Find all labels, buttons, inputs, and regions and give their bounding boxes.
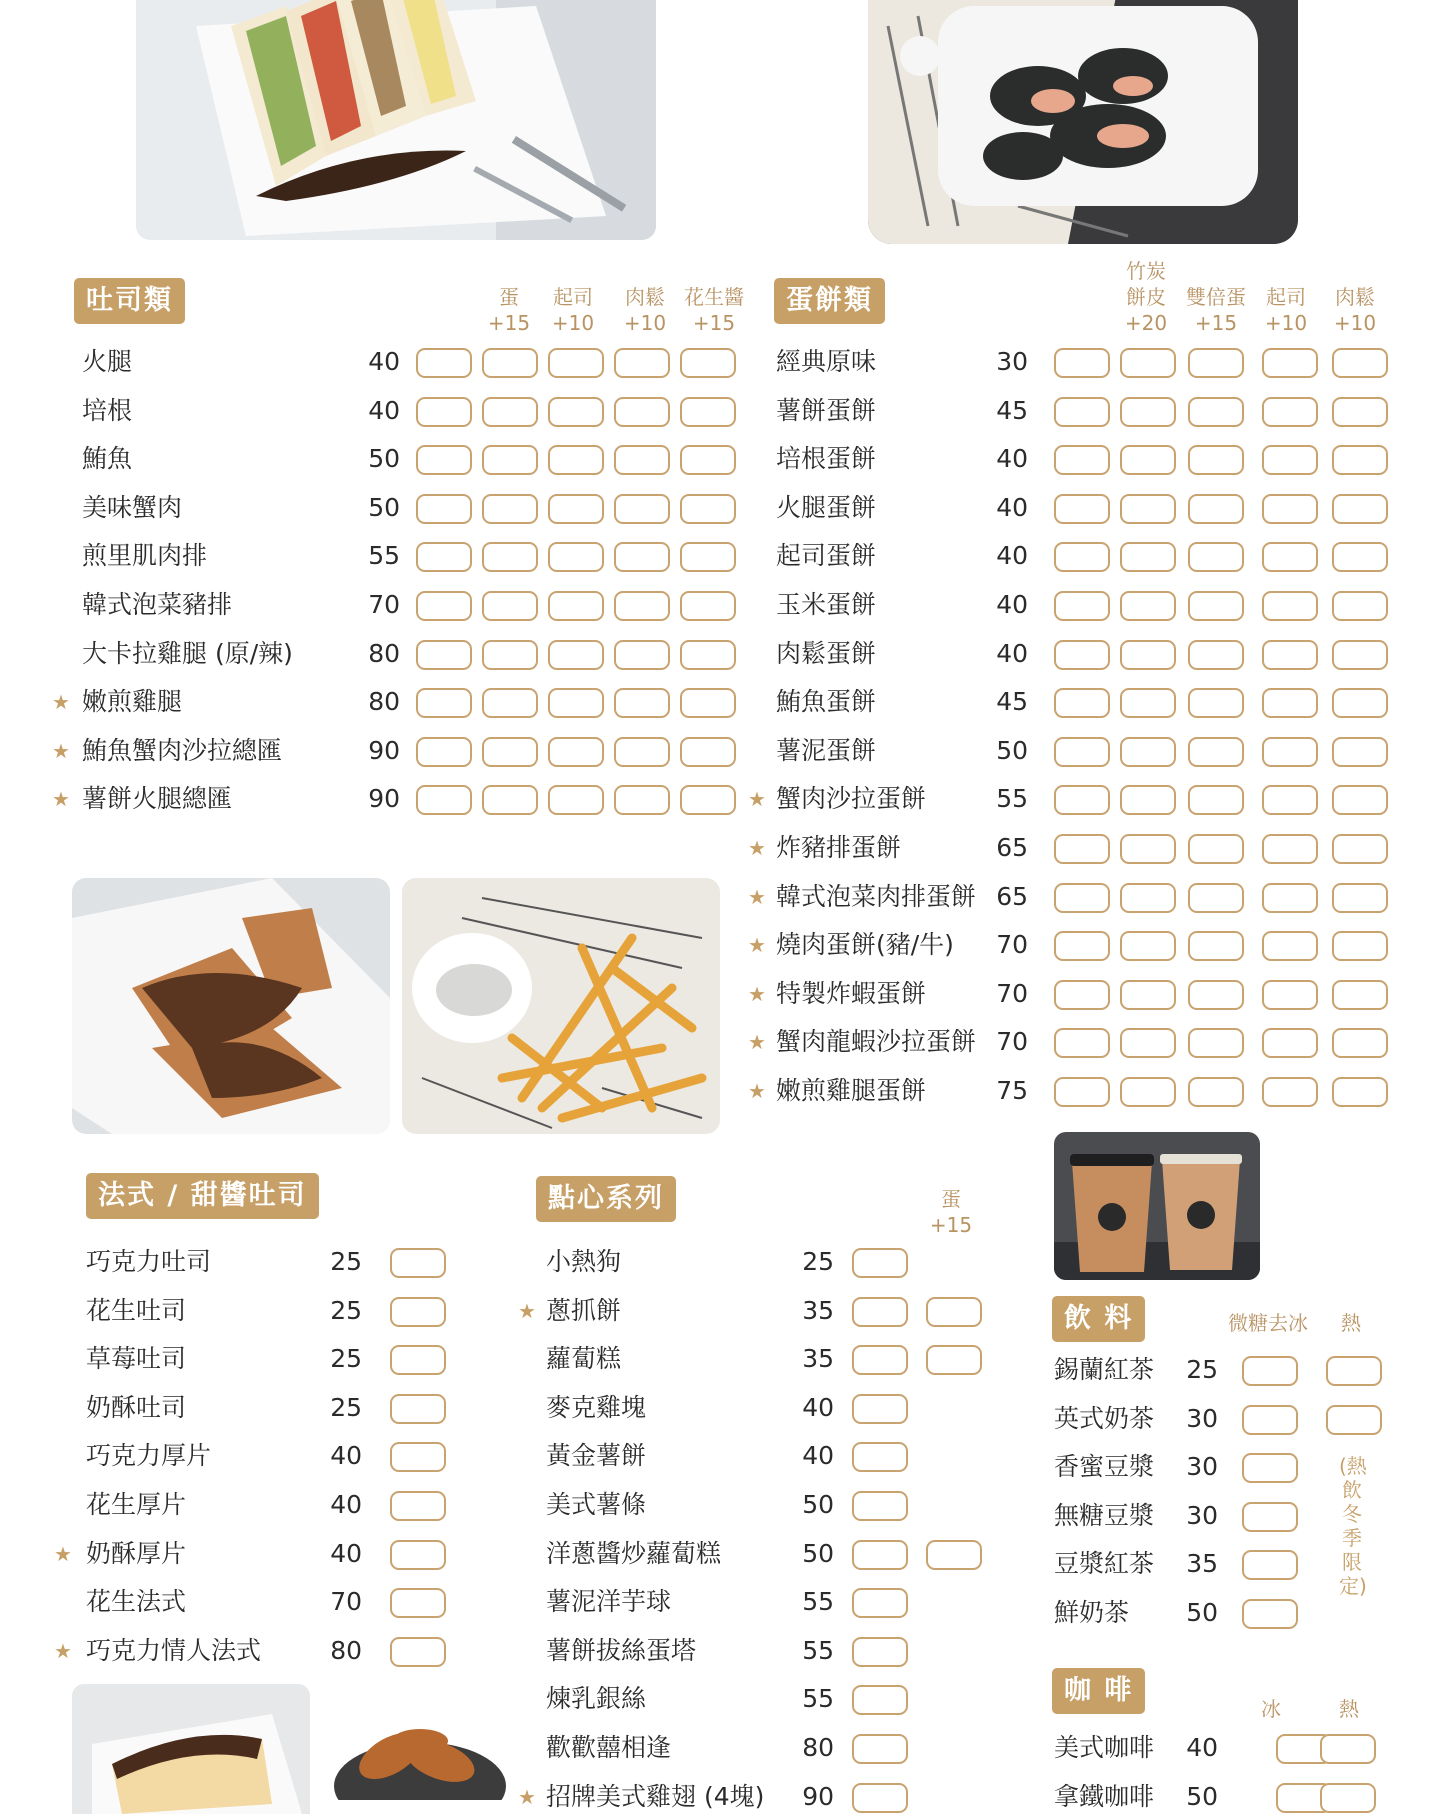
less-sugar-no-ice-box[interactable]: [1242, 1453, 1298, 1483]
charcoal-crust-addon-box[interactable]: [1120, 737, 1176, 767]
toast-addon-peanut-header: 花生醬 +15: [684, 285, 744, 335]
item-price: 50: [1186, 1598, 1218, 1627]
item-price: 80: [330, 1635, 362, 1665]
item-price: 30: [1186, 1403, 1218, 1433]
less-sugar-no-ice-box[interactable]: [1242, 1356, 1298, 1386]
double-egg-addon-box[interactable]: [1188, 688, 1244, 718]
item-price: 25: [330, 1247, 362, 1276]
item-name: 錫蘭紅茶: [1054, 1355, 1155, 1384]
cheese-addon-box[interactable]: [1262, 542, 1318, 572]
double-egg-addon-box[interactable]: [1188, 980, 1244, 1010]
item-price: 50: [802, 1538, 834, 1568]
cheese-addon-box[interactable]: [1262, 980, 1318, 1010]
item-name: 燒肉蛋餅(豬/牛): [776, 930, 954, 960]
item-price: 40: [1186, 1733, 1218, 1762]
recommended-star-icon: ★: [748, 787, 766, 812]
menu-row: [0, 1629, 1000, 1673]
floss-addon-box[interactable]: [1332, 883, 1388, 913]
item-price: 25: [330, 1295, 362, 1325]
sandwich-photo: [136, 0, 656, 240]
floss-addon-box[interactable]: [1332, 640, 1388, 670]
item-name: 玉米蛋餅: [776, 590, 877, 619]
item-name: 煎里肌肉排: [82, 541, 208, 571]
charcoal-crust-addon-box[interactable]: [1120, 834, 1176, 864]
charcoal-crust-addon-box[interactable]: [1120, 688, 1176, 718]
recommended-star-icon: ★: [748, 981, 766, 1006]
item-price: 55: [996, 784, 1028, 814]
menu-row: [0, 1397, 1400, 1441]
order-qty-box[interactable]: [852, 1637, 908, 1667]
item-price: 65: [996, 881, 1028, 911]
item-price: 40: [996, 541, 1028, 571]
charcoal-egg-pancake-photo: [868, 0, 1298, 244]
item-price: 30: [1186, 1500, 1218, 1530]
menu-row: [0, 583, 1440, 627]
order-qty-box[interactable]: [1054, 542, 1110, 572]
item-name: 巧克力厚片: [86, 1441, 212, 1471]
egg-pancake-section-title: 蛋餅類: [774, 278, 885, 324]
item-price: 75: [996, 1076, 1028, 1105]
cheese-addon-box[interactable]: [1262, 688, 1318, 718]
item-name: 韓式泡菜肉排蛋餅: [776, 881, 977, 911]
item-name: 薯泥蛋餅: [776, 735, 877, 765]
drinks-less-sugar-no-ice-header: 微糖去冰: [1228, 1311, 1308, 1335]
item-price: 80: [368, 638, 400, 668]
order-qty-box[interactable]: [1054, 1028, 1110, 1058]
double-egg-addon-box[interactable]: [1188, 1028, 1244, 1058]
floss-addon-box[interactable]: [1332, 688, 1388, 718]
cheese-addon-box[interactable]: [1262, 1077, 1318, 1107]
item-name: 嫩煎雞腿: [82, 687, 183, 717]
egg-pancake-addon-cheese-header: 起司 +10: [1264, 285, 1308, 335]
item-price: 40: [996, 444, 1028, 474]
menu-row: [0, 340, 1440, 384]
item-name: 鮪魚蛋餅: [776, 687, 877, 717]
order-qty-box[interactable]: [1054, 785, 1110, 815]
item-name: 無糖豆漿: [1054, 1500, 1155, 1530]
item-price: 90: [368, 735, 400, 765]
menu-row: [0, 1348, 1400, 1392]
item-name: 韓式泡菜豬排: [82, 590, 233, 619]
item-name: 薯泥洋芋球: [546, 1587, 672, 1617]
item-price: 50: [1186, 1781, 1218, 1811]
double-egg-addon-box[interactable]: [1188, 542, 1244, 572]
floss-addon-box[interactable]: [1332, 445, 1388, 475]
item-name: 香蜜豆漿: [1054, 1452, 1155, 1482]
charcoal-crust-addon-box[interactable]: [1120, 1077, 1176, 1107]
recommended-star-icon: ★: [748, 1030, 766, 1055]
cheese-addon-box[interactable]: [1262, 1028, 1318, 1058]
item-name: 火腿: [82, 347, 133, 376]
menu-row: [0, 1542, 1400, 1586]
item-name: 拿鐵咖啡: [1054, 1781, 1155, 1811]
item-price: 25: [1186, 1355, 1218, 1384]
item-price: 40: [330, 1441, 362, 1471]
coffee-hot-header: 熱: [1339, 1697, 1359, 1721]
floss-addon-box[interactable]: [1332, 591, 1388, 621]
menu-row: [0, 1726, 1400, 1770]
order-qty-box[interactable]: [1054, 980, 1110, 1010]
item-price: 50: [802, 1490, 834, 1519]
item-name: 美式咖啡: [1054, 1733, 1155, 1762]
charcoal-crust-addon-box[interactable]: [1120, 1028, 1176, 1058]
recommended-star-icon: ★: [748, 836, 766, 860]
item-name: 起司蛋餅: [776, 541, 877, 571]
item-name: 麥克雞塊: [546, 1392, 647, 1422]
menu-row: [0, 1677, 1000, 1721]
item-name: 花生法式: [86, 1587, 187, 1617]
double-egg-addon-box[interactable]: [1188, 397, 1244, 427]
item-name: 培根蛋餅: [776, 444, 877, 474]
recommended-star-icon: ★: [54, 1541, 72, 1566]
order-qty-box[interactable]: [1054, 397, 1110, 427]
double-egg-addon-box[interactable]: [1188, 883, 1244, 913]
floss-addon-box[interactable]: [1332, 931, 1388, 961]
item-name: 蘿蔔糕: [546, 1344, 622, 1374]
item-name: 草莓吐司: [86, 1344, 187, 1374]
recommended-star-icon: ★: [52, 690, 70, 715]
item-price: 25: [330, 1344, 362, 1374]
order-qty-box[interactable]: [1054, 931, 1110, 961]
less-sugar-no-ice-box[interactable]: [1242, 1502, 1298, 1532]
item-price: 35: [1186, 1549, 1218, 1579]
double-egg-addon-box[interactable]: [1188, 834, 1244, 864]
item-name: 蔥抓餅: [546, 1295, 622, 1325]
floss-addon-box[interactable]: [1332, 494, 1388, 524]
item-price: 45: [996, 687, 1028, 717]
order-qty-box[interactable]: [852, 1297, 908, 1327]
item-name: 小熱狗: [546, 1247, 622, 1276]
coffee-section-title: 咖 啡: [1052, 1668, 1145, 1714]
double-egg-addon-box[interactable]: [1188, 931, 1244, 961]
hot-box[interactable]: [1326, 1356, 1382, 1386]
charcoal-crust-addon-box[interactable]: [1120, 542, 1176, 572]
item-name: 嫩煎雞腿蛋餅: [776, 1076, 927, 1105]
menu-row: [0, 1591, 1400, 1635]
item-name: 洋蔥醬炒蘿蔔糕: [546, 1538, 722, 1568]
recommended-star-icon: ★: [52, 738, 70, 763]
charcoal-crust-addon-box[interactable]: [1120, 883, 1176, 913]
hot-box[interactable]: [1320, 1783, 1376, 1813]
menu-row: [0, 1494, 1400, 1538]
item-name: 鮪魚: [82, 444, 133, 474]
item-price: 40: [996, 638, 1028, 668]
order-qty-box[interactable]: [1054, 1077, 1110, 1107]
menu-row: [0, 1240, 1000, 1284]
cheese-addon-box[interactable]: [1262, 785, 1318, 815]
item-name: 奶酥厚片: [86, 1538, 187, 1568]
item-name: 巧克力吐司: [86, 1247, 212, 1276]
item-price: 25: [802, 1247, 834, 1276]
order-qty-box[interactable]: [852, 1248, 908, 1278]
item-name: 美式薯條: [546, 1490, 647, 1519]
menu-row: [0, 534, 1440, 578]
double-egg-addon-box[interactable]: [1188, 591, 1244, 621]
order-qty-box[interactable]: [1054, 348, 1110, 378]
egg-addon-box[interactable]: [926, 1297, 982, 1327]
item-name: 肉鬆蛋餅: [776, 638, 877, 668]
item-name: 花生吐司: [86, 1295, 187, 1325]
item-price: 55: [802, 1587, 834, 1617]
recommended-star-icon: ★: [518, 1298, 536, 1323]
menu-row: [0, 632, 1440, 676]
drinks-hot-winter-note: (熱飲冬季限定): [1339, 1454, 1367, 1598]
item-name: 火腿蛋餅: [776, 492, 877, 522]
item-price: 40: [802, 1392, 834, 1422]
charcoal-crust-addon-box[interactable]: [1120, 445, 1176, 475]
item-name: 花生厚片: [86, 1490, 187, 1519]
hot-box[interactable]: [1326, 1405, 1382, 1435]
menu-row: [0, 437, 1440, 481]
item-price: 30: [996, 347, 1028, 376]
menu-row: [0, 1069, 1440, 1113]
floss-addon-box[interactable]: [1332, 542, 1388, 572]
item-name: 美味蟹肉: [82, 492, 183, 522]
item-price: 90: [802, 1781, 834, 1811]
item-price: 70: [330, 1587, 362, 1617]
recommended-star-icon: ★: [52, 787, 70, 812]
item-price: 40: [802, 1441, 834, 1471]
egg-pancake-addon-charcoal-header: 竹炭 餅皮 +20: [1124, 259, 1168, 335]
egg-pancake-addon-double-egg-header: 雙倍蛋 +15: [1186, 285, 1246, 335]
item-price: 45: [996, 395, 1028, 425]
item-name: 大卡拉雞腿 (原/辣): [82, 638, 293, 668]
item-name: 招牌美式雞翅 (4塊): [546, 1781, 765, 1811]
item-name: 歡歡囍相逢: [546, 1733, 672, 1762]
charcoal-crust-addon-box[interactable]: [1120, 348, 1176, 378]
recommended-star-icon: ★: [54, 1638, 72, 1663]
recommended-star-icon: ★: [748, 933, 766, 958]
item-price: 90: [368, 784, 400, 814]
floss-addon-box[interactable]: [1332, 737, 1388, 767]
coffee-iced-header: 冰: [1261, 1697, 1281, 1721]
cheese-addon-box[interactable]: [1262, 397, 1318, 427]
item-price: 55: [368, 541, 400, 571]
cheese-addon-box[interactable]: [1262, 834, 1318, 864]
item-price: 50: [368, 444, 400, 474]
toast-addon-floss-header: 肉鬆 +10: [623, 285, 667, 335]
drinks-hot-header: 熱: [1341, 1311, 1361, 1335]
double-egg-addon-box[interactable]: [1188, 737, 1244, 767]
cheese-addon-box[interactable]: [1262, 494, 1318, 524]
menu-row: [0, 777, 1440, 821]
recommended-star-icon: ★: [748, 884, 766, 909]
item-price: 35: [802, 1344, 834, 1374]
cheese-addon-box[interactable]: [1262, 931, 1318, 961]
item-name: 豆漿紅茶: [1054, 1549, 1155, 1579]
item-price: 35: [802, 1295, 834, 1325]
menu-row: [0, 389, 1440, 433]
charcoal-crust-addon-box[interactable]: [1120, 640, 1176, 670]
item-price: 70: [368, 590, 400, 619]
item-name: 培根: [82, 395, 133, 425]
order-qty-box[interactable]: [1054, 445, 1110, 475]
menu-row: [0, 1289, 1000, 1333]
double-egg-addon-box[interactable]: [1188, 640, 1244, 670]
order-qty-box[interactable]: [1054, 591, 1110, 621]
charcoal-crust-addon-box[interactable]: [1120, 494, 1176, 524]
item-price: 25: [330, 1392, 362, 1422]
item-price: 80: [802, 1733, 834, 1762]
item-name: 英式奶茶: [1054, 1403, 1155, 1433]
item-name: 鮮奶茶: [1054, 1598, 1130, 1627]
order-qty-box[interactable]: [1054, 834, 1110, 864]
cheese-addon-box[interactable]: [1262, 640, 1318, 670]
item-price: 70: [996, 930, 1028, 960]
hot-box[interactable]: [1320, 1734, 1376, 1764]
recommended-star-icon: ★: [518, 1784, 536, 1809]
charcoal-crust-addon-box[interactable]: [1120, 397, 1176, 427]
cheese-addon-box[interactable]: [1262, 737, 1318, 767]
menu-row: [0, 486, 1440, 530]
toast-section-title: 吐司類: [74, 278, 185, 324]
item-name: 經典原味: [776, 347, 877, 376]
double-egg-addon-box[interactable]: [1188, 785, 1244, 815]
french-toast-section-title: 法式 / 甜醬吐司: [86, 1173, 319, 1219]
item-price: 40: [330, 1538, 362, 1568]
item-price: 70: [996, 978, 1028, 1008]
snacks-section-title: 點心系列: [536, 1176, 676, 1222]
menu-row: [0, 1020, 1440, 1064]
item-price: 40: [330, 1490, 362, 1519]
order-qty-box[interactable]: [1054, 494, 1110, 524]
cheese-addon-box[interactable]: [1262, 591, 1318, 621]
item-price: 40: [996, 492, 1028, 522]
menu-row: [0, 923, 1440, 967]
item-name: 薯餅蛋餅: [776, 395, 877, 425]
menu-row: [0, 972, 1440, 1016]
menu-row: [0, 826, 1440, 870]
floss-addon-box[interactable]: [1332, 785, 1388, 815]
order-qty-box[interactable]: [1054, 883, 1110, 913]
charcoal-crust-addon-box[interactable]: [1120, 591, 1176, 621]
charcoal-crust-addon-box[interactable]: [1120, 980, 1176, 1010]
less-sugar-no-ice-box[interactable]: [1242, 1550, 1298, 1580]
item-price: 50: [368, 492, 400, 522]
item-name: 蟹肉沙拉蛋餅: [776, 784, 927, 814]
cheese-addon-box[interactable]: [1262, 445, 1318, 475]
order-qty-box[interactable]: [1054, 640, 1110, 670]
drinks-section-title: 飲 料: [1052, 1296, 1145, 1342]
menu-row: [0, 1445, 1400, 1489]
toast-addon-cheese-header: 起司 +10: [551, 285, 595, 335]
toast-addon-egg-header: 蛋 +15: [487, 285, 531, 335]
item-price: 70: [996, 1027, 1028, 1057]
item-name: 黃金薯餅: [546, 1441, 647, 1471]
item-name: 鮪魚蟹肉沙拉總匯: [82, 735, 283, 765]
item-price: 80: [368, 687, 400, 717]
cheese-addon-box[interactable]: [1262, 348, 1318, 378]
item-price: 50: [996, 735, 1028, 765]
floss-addon-box[interactable]: [1332, 980, 1388, 1010]
snacks-addon-egg-header: 蛋 +15: [929, 1187, 973, 1237]
item-price: 55: [802, 1684, 834, 1714]
item-price: 40: [996, 590, 1028, 619]
floss-addon-box[interactable]: [1332, 348, 1388, 378]
double-egg-addon-box[interactable]: [1188, 1077, 1244, 1107]
item-price: 30: [1186, 1452, 1218, 1482]
item-price: 40: [368, 347, 400, 376]
charcoal-crust-addon-box[interactable]: [1120, 785, 1176, 815]
double-egg-addon-box[interactable]: [1188, 494, 1244, 524]
floss-addon-box[interactable]: [1332, 1028, 1388, 1058]
floss-addon-box[interactable]: [1332, 1077, 1388, 1107]
order-qty-box[interactable]: [1054, 737, 1110, 767]
less-sugar-no-ice-box[interactable]: [1242, 1405, 1298, 1435]
cheese-addon-box[interactable]: [1262, 883, 1318, 913]
order-qty-box[interactable]: [852, 1685, 908, 1715]
item-name: 巧克力情人法式: [86, 1635, 262, 1665]
double-egg-addon-box[interactable]: [1188, 445, 1244, 475]
charcoal-crust-addon-box[interactable]: [1120, 931, 1176, 961]
item-price: 65: [996, 833, 1028, 862]
item-price: 40: [368, 395, 400, 425]
item-name: 薯餅火腿總匯: [82, 784, 233, 814]
item-name: 薯餅拔絲蛋塔: [546, 1635, 697, 1665]
item-name: 特製炸蝦蛋餅: [776, 978, 927, 1008]
double-egg-addon-box[interactable]: [1188, 348, 1244, 378]
menu-row: [0, 875, 1440, 919]
drinks-photo: [1054, 1132, 1260, 1280]
recommended-star-icon: ★: [748, 1079, 766, 1103]
less-sugar-no-ice-box[interactable]: [1242, 1599, 1298, 1629]
item-name: 奶酥吐司: [86, 1392, 187, 1422]
item-name: 蟹肉龍蝦沙拉蛋餅: [776, 1027, 977, 1057]
order-qty-box[interactable]: [1054, 688, 1110, 718]
menu-row: [0, 729, 1440, 773]
item-price: 55: [802, 1635, 834, 1665]
item-name: 煉乳銀絲: [546, 1684, 647, 1714]
menu-row: [0, 1775, 1400, 1819]
egg-pancake-addon-floss-header: 肉鬆 +10: [1333, 285, 1377, 335]
menu-row: [0, 680, 1440, 724]
item-name: 炸豬排蛋餅: [776, 833, 902, 862]
floss-addon-box[interactable]: [1332, 397, 1388, 427]
floss-addon-box[interactable]: [1332, 834, 1388, 864]
